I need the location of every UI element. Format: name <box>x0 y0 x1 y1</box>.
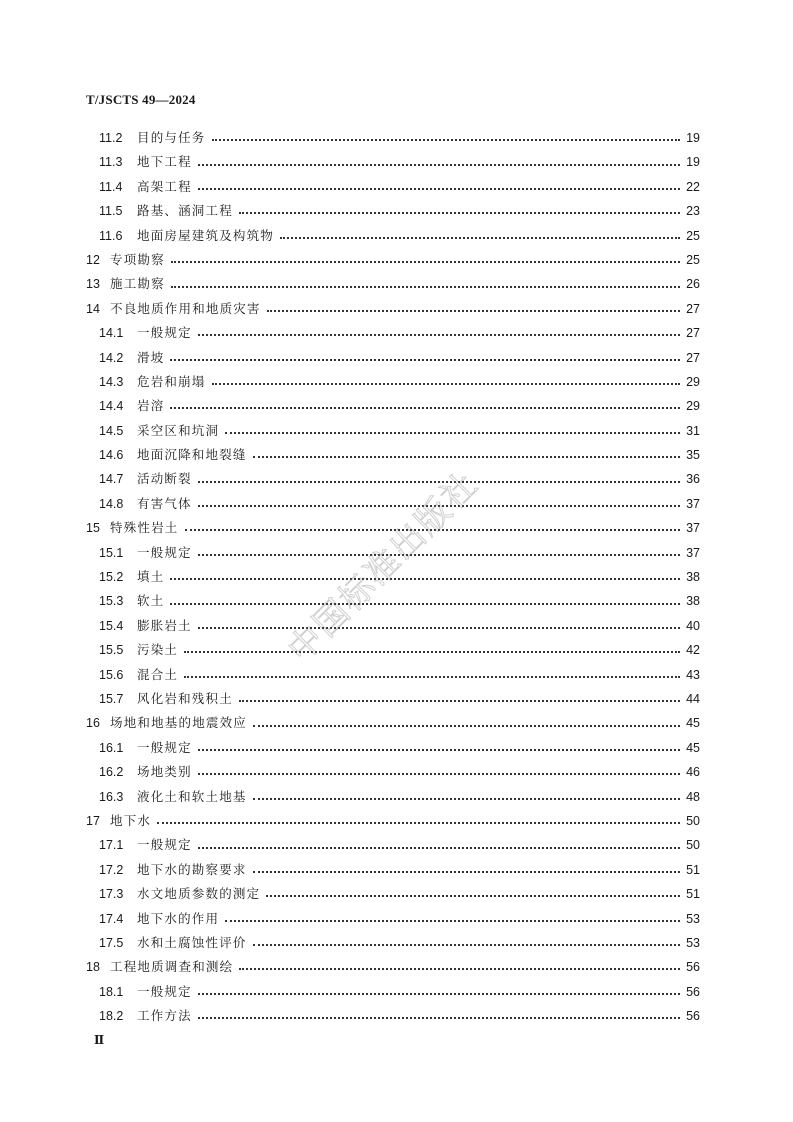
toc-entry-title: 活动断裂 <box>137 471 192 487</box>
toc-entry-page: 29 <box>686 399 700 414</box>
toc-entry-title: 岩溶 <box>137 398 165 414</box>
toc-entry[interactable] <box>86 589 700 613</box>
toc-entry-number: 17 <box>86 813 100 828</box>
toc-entry-title: 工作方法 <box>137 1008 192 1024</box>
toc-dot-leader <box>253 871 680 873</box>
toc-entry-title: 软土 <box>137 593 165 609</box>
toc-entry-number: 15.3 <box>99 594 124 609</box>
toc-entry-number: 11.5 <box>99 204 123 219</box>
toc-entry-title: 地下水 <box>110 812 152 828</box>
toc-dot-leader <box>184 676 680 678</box>
toc-entry[interactable] <box>86 907 700 931</box>
toc-entry[interactable] <box>86 272 700 296</box>
toc-entry-number: 17.2 <box>99 862 124 877</box>
toc-entry-title: 填土 <box>137 569 165 585</box>
toc-dot-leader <box>171 286 680 288</box>
toc-entry-title: 混合土 <box>137 666 179 682</box>
toc-entry-number: 15.6 <box>99 667 124 682</box>
toc-entry[interactable] <box>86 980 700 1004</box>
toc-dot-leader <box>266 895 680 897</box>
toc-entry-page: 53 <box>686 911 700 926</box>
toc-entry-page: 37 <box>686 496 700 511</box>
toc-dot-leader <box>198 554 680 556</box>
toc-entry-page: 19 <box>686 155 700 170</box>
toc-entry[interactable] <box>86 785 700 809</box>
toc-entry-page: 51 <box>686 862 700 877</box>
toc-entry-title: 特殊性岩土 <box>110 520 179 536</box>
toc-entry-number: 14.8 <box>99 496 124 511</box>
toc-dot-leader <box>198 334 680 336</box>
toc-entry-title: 危岩和崩塌 <box>137 373 206 389</box>
toc-entry-page: 27 <box>686 350 700 365</box>
toc-entry-page: 22 <box>686 179 700 194</box>
toc-entry[interactable] <box>86 126 700 150</box>
toc-entry-page: 56 <box>686 1009 700 1024</box>
toc-dot-leader <box>253 456 680 458</box>
toc-entry[interactable] <box>86 638 700 662</box>
watermark: 中国标准出版社 <box>280 463 487 671</box>
toc-entry[interactable] <box>86 394 700 418</box>
toc-entry[interactable] <box>86 150 700 174</box>
toc-entry[interactable] <box>86 687 700 711</box>
toc-dot-leader <box>239 700 680 702</box>
toc-entry-page: 37 <box>686 545 700 560</box>
toc-entry[interactable] <box>86 467 700 491</box>
toc-entry-title: 膨胀岩土 <box>137 617 192 633</box>
toc-entry-number: 15.1 <box>99 545 124 560</box>
toc-entry-title: 污染土 <box>137 642 179 658</box>
toc-entry-title: 水文地质参数的测定 <box>137 886 261 902</box>
toc-entry-page: 23 <box>686 204 700 219</box>
toc-entry-title: 目的与任务 <box>137 130 206 145</box>
toc-dot-leader <box>170 359 680 361</box>
toc-dot-leader <box>198 749 680 751</box>
toc-entry[interactable] <box>86 833 700 857</box>
toc-entry-title: 一般规定 <box>137 983 192 999</box>
toc-dot-leader <box>267 310 680 312</box>
toc-entry-number: 14.5 <box>99 423 124 438</box>
toc-entry-title: 一般规定 <box>137 739 192 755</box>
toc-entry-page: 45 <box>686 716 700 731</box>
toc-entry-number: 15.5 <box>99 643 124 658</box>
toc-entry-title: 不良地质作用和地质灾害 <box>110 300 261 316</box>
toc-entry-title: 高架工程 <box>137 178 192 194</box>
toc-entry[interactable] <box>86 297 700 321</box>
toc-entry-number: 15.4 <box>99 618 124 633</box>
toc-entry-number: 17.5 <box>99 935 124 950</box>
toc-entry-number: 17.3 <box>99 887 124 902</box>
toc-entry-number: 12 <box>86 252 100 267</box>
toc-entry-title: 施工勘察 <box>110 276 165 292</box>
toc-entry-title: 水和土腐蚀性评价 <box>137 934 247 950</box>
toc-entry-title: 工程地质调查和测绘 <box>110 959 234 975</box>
toc-entry[interactable] <box>86 760 700 784</box>
toc-entry-title: 滑坡 <box>137 349 165 365</box>
toc-entry-page: 36 <box>686 472 700 487</box>
toc-entry[interactable] <box>86 663 700 687</box>
toc-dot-leader <box>198 627 680 629</box>
toc-entry-number: 13 <box>86 277 100 292</box>
toc-entry-page: 27 <box>686 301 700 316</box>
toc-entry-page: 38 <box>686 594 700 609</box>
toc-entry-number: 11.6 <box>99 228 123 243</box>
toc-entry-title: 液化土和软土地基 <box>137 788 247 804</box>
toc-entry-title: 一般规定 <box>137 325 192 341</box>
toc-entry-page: 25 <box>686 228 700 243</box>
toc-entry-title: 地面房屋建筑及构筑物 <box>137 227 275 243</box>
toc-entry[interactable] <box>86 175 700 199</box>
toc-entry-page: 19 <box>686 131 700 145</box>
toc-dot-leader <box>171 261 680 263</box>
toc-dot-leader <box>225 432 680 434</box>
toc-entry-title: 路基、涵洞工程 <box>137 203 233 219</box>
toc-entry-page: 45 <box>686 740 700 755</box>
toc-entry[interactable] <box>86 199 700 223</box>
toc-dot-leader <box>170 603 680 605</box>
toc-entry-number: 14.2 <box>99 350 124 365</box>
toc-entry-page: 38 <box>686 570 700 585</box>
toc-entry-number: 11.4 <box>99 179 123 194</box>
toc-entry-title: 地下水的作用 <box>137 910 220 926</box>
page-number: Ⅱ <box>94 1033 105 1047</box>
toc-dot-leader <box>225 920 680 922</box>
toc-entry[interactable] <box>86 955 700 979</box>
toc-dot-leader <box>198 1017 680 1019</box>
toc-dot-leader <box>157 822 680 824</box>
toc-entry[interactable] <box>86 224 700 248</box>
toc-entry-number: 15.7 <box>99 691 124 706</box>
toc-entry[interactable] <box>86 1004 700 1028</box>
toc-entry-page: 46 <box>686 765 700 780</box>
toc-entry-page: 50 <box>686 813 700 828</box>
toc-entry-number: 14 <box>86 301 100 316</box>
toc-entry-title: 一般规定 <box>137 544 192 560</box>
toc-dot-leader <box>198 188 680 190</box>
toc-dot-leader <box>239 212 680 214</box>
toc-entry-number: 15.2 <box>99 570 124 585</box>
toc-dot-leader <box>253 798 680 800</box>
toc-entry[interactable] <box>86 736 700 760</box>
toc-entry-page: 48 <box>686 789 700 804</box>
toc-entry[interactable] <box>86 321 700 345</box>
toc-entry-number: 14.4 <box>99 399 124 414</box>
toc-entry[interactable] <box>86 809 700 833</box>
toc-entry-page: 35 <box>686 448 700 463</box>
toc-dot-leader <box>253 725 680 727</box>
toc-entry-page: 43 <box>686 667 700 682</box>
toc-entry-number: 16.2 <box>99 765 124 780</box>
toc-dot-leader <box>198 847 680 849</box>
toc-entry[interactable] <box>86 492 700 516</box>
toc-entry-number: 18.2 <box>99 1009 124 1024</box>
toc-dot-leader <box>280 237 680 239</box>
toc-entry-title: 地下水的勘察要求 <box>137 861 247 877</box>
toc-entry-number: 18 <box>86 960 100 975</box>
toc-entry-page: 37 <box>686 521 700 536</box>
toc-entry-number: 18.1 <box>99 984 124 999</box>
toc-entry[interactable] <box>86 443 700 467</box>
toc-entry[interactable] <box>86 614 700 638</box>
toc-entry-page: 56 <box>686 984 700 999</box>
toc-entry-page: 42 <box>686 643 700 658</box>
toc-entry-number: 14.7 <box>99 472 124 487</box>
toc-dot-leader <box>184 651 680 653</box>
toc-entry-page: 29 <box>686 374 700 389</box>
toc-entry-title: 场地和地基的地震效应 <box>110 715 248 731</box>
toc-entry-title: 风化岩和残积土 <box>137 690 233 706</box>
toc-dot-leader <box>170 407 680 409</box>
toc-dot-leader <box>239 968 680 970</box>
toc-entry-title: 有害气体 <box>137 495 192 511</box>
toc-entry-number: 14.6 <box>99 448 124 463</box>
toc-entry-page: 56 <box>686 960 700 975</box>
toc-entry-number: 16 <box>86 716 100 731</box>
toc-entry-page: 26 <box>686 277 700 292</box>
toc-entry-page: 27 <box>686 326 700 341</box>
toc-entry-page: 53 <box>686 935 700 950</box>
toc-entry[interactable] <box>86 370 700 394</box>
toc-dot-leader <box>198 164 680 166</box>
toc-entry-number: 11.3 <box>99 155 123 170</box>
toc-entry-number: 14.1 <box>99 326 124 341</box>
toc-entry[interactable] <box>86 882 700 906</box>
toc-entry-page: 31 <box>686 423 700 438</box>
toc-dot-leader <box>170 578 680 580</box>
toc-entry-number: 11.2 <box>99 131 123 145</box>
toc-entry-title: 地面沉降和地裂缝 <box>137 447 247 463</box>
toc-dot-leader <box>212 383 680 385</box>
toc-entry-number: 17.1 <box>99 838 124 853</box>
toc-entry-number: 14.3 <box>99 374 124 389</box>
toc-entry-title: 采空区和坑洞 <box>137 422 220 438</box>
toc-entry[interactable] <box>86 346 700 370</box>
toc-entry[interactable] <box>86 711 700 735</box>
toc-entry-page: 25 <box>686 252 700 267</box>
toc-dot-leader <box>253 944 680 946</box>
toc-entry-page: 51 <box>686 887 700 902</box>
toc-entry[interactable] <box>86 419 700 443</box>
toc-entry-number: 16.3 <box>99 789 124 804</box>
toc-entry-page: 44 <box>686 691 700 706</box>
toc-entry-page: 50 <box>686 838 700 853</box>
toc-dot-leader <box>198 773 680 775</box>
toc-entry-number: 16.1 <box>99 740 124 755</box>
toc-entry-page: 40 <box>686 618 700 633</box>
toc-dot-leader <box>212 139 680 141</box>
toc-entry[interactable] <box>86 858 700 882</box>
toc-entry-title: 专项勘察 <box>110 251 165 267</box>
toc-entry-title: 一般规定 <box>137 837 192 853</box>
toc-entry-title: 场地类别 <box>137 764 192 780</box>
toc-dot-leader <box>198 993 680 995</box>
toc-entry-number: 15 <box>86 521 100 536</box>
document-code: T/JSCTS 49—2024 <box>86 92 196 107</box>
toc-entry-number: 17.4 <box>99 911 124 926</box>
toc-entry-title: 地下工程 <box>137 154 192 170</box>
toc-entry[interactable] <box>86 931 700 955</box>
toc-entry[interactable] <box>86 248 700 272</box>
